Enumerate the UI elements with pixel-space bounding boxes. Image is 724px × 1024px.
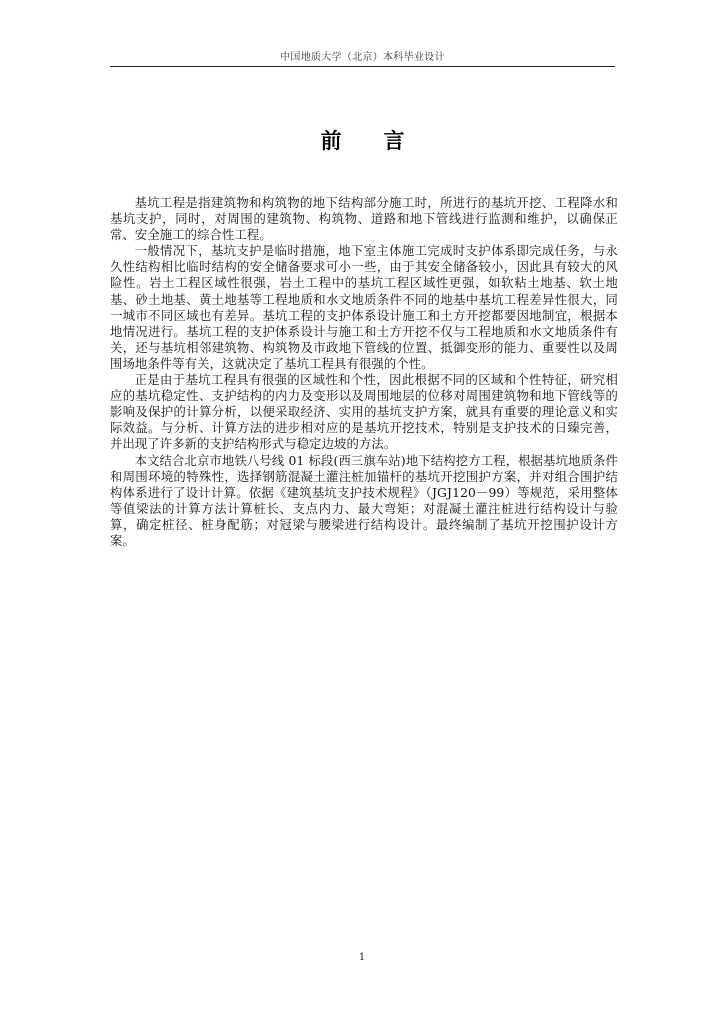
page-title: 前言 (320, 129, 447, 153)
paragraph: 本文结合北京市地铁八号线 01 标段(西三旗车站)地下结构挖方工程，根据基坑地质条件和周围环境的特殊性，选择钢筋混凝土灌注桩加锚杆的基坑开挖围护方案，并对组合围护结构体系进行了设计计算。依据《建筑基坑支护技术规程》（JGJ120－99）等规范，采用整体等值梁法的计算方法计算桩长、支点内力、最大弯矩；对混凝土灌注桩进行结构设计与验算，确定桩径、桩身配筋；对冠梁与腰梁进行结构设计。最终编制了基坑开挖围护设计方案。 (110, 453, 618, 548)
paragraph: 一般情况下，基坑支护是临时措施，地下室主体施工完成时支护体系即完成任务，与永久性结构相比临时结构的安全储备要求可小一些，由于其安全储备较小，因此具有较大的风险性。岩土工程区域性很强，岩土工程中的基坑工程区域性更强，如软粘土地基、软土地基、砂土地基、黄土地基等工程地质和水文地质条件不同的地基中基坑工程差异性很大，同一城市不同区域也有差异。基坑工程的支护体系设计施工和土方开挖都要因地制宜，根据本地情况进行。基坑工程的支护体系设计与施工和土方开挖不仅与工程地质和水文地质条件有关，还与基坑相邻建筑物、构筑物及市政地下管线的位置、抵御变形的能力、重要性以及周围场地条件等有关，这就决定了基坑工程具有很强的个性。 (110, 244, 618, 371)
page-number: 1 (358, 952, 366, 963)
paragraph: 基坑工程是指建筑物和构筑物的地下结构部分施工时，所进行的基坑开挖、工程降水和基坑支护，同时，对周围的建筑物、构筑物、道路和地下管线进行监测和维护，以确保正常、安全施工的综合性工程。 (110, 196, 618, 243)
body-text (110, 195, 618, 549)
header-rule (110, 66, 615, 67)
running-header: 中国地质大学（北京）本科毕业设计 (280, 52, 445, 63)
paragraph: 正是由于基坑工程具有很强的区域性和个性，因此根据不同的区域和个性特征，研究相应的基坑稳定性、支护结构的内力及变形以及周围地层的位移对周围建筑物和地下管线等的影响及保护的计算分析，以便采取经济、实用的基坑支护方案，就具有重要的理论意义和实际效益。与分析、计算方法的进步相对应的是基坑开挖技术，特别是支护技术的日臻完善，并出现了许多新的支护结构形式与稳定边坡的方法。 (110, 373, 618, 452)
